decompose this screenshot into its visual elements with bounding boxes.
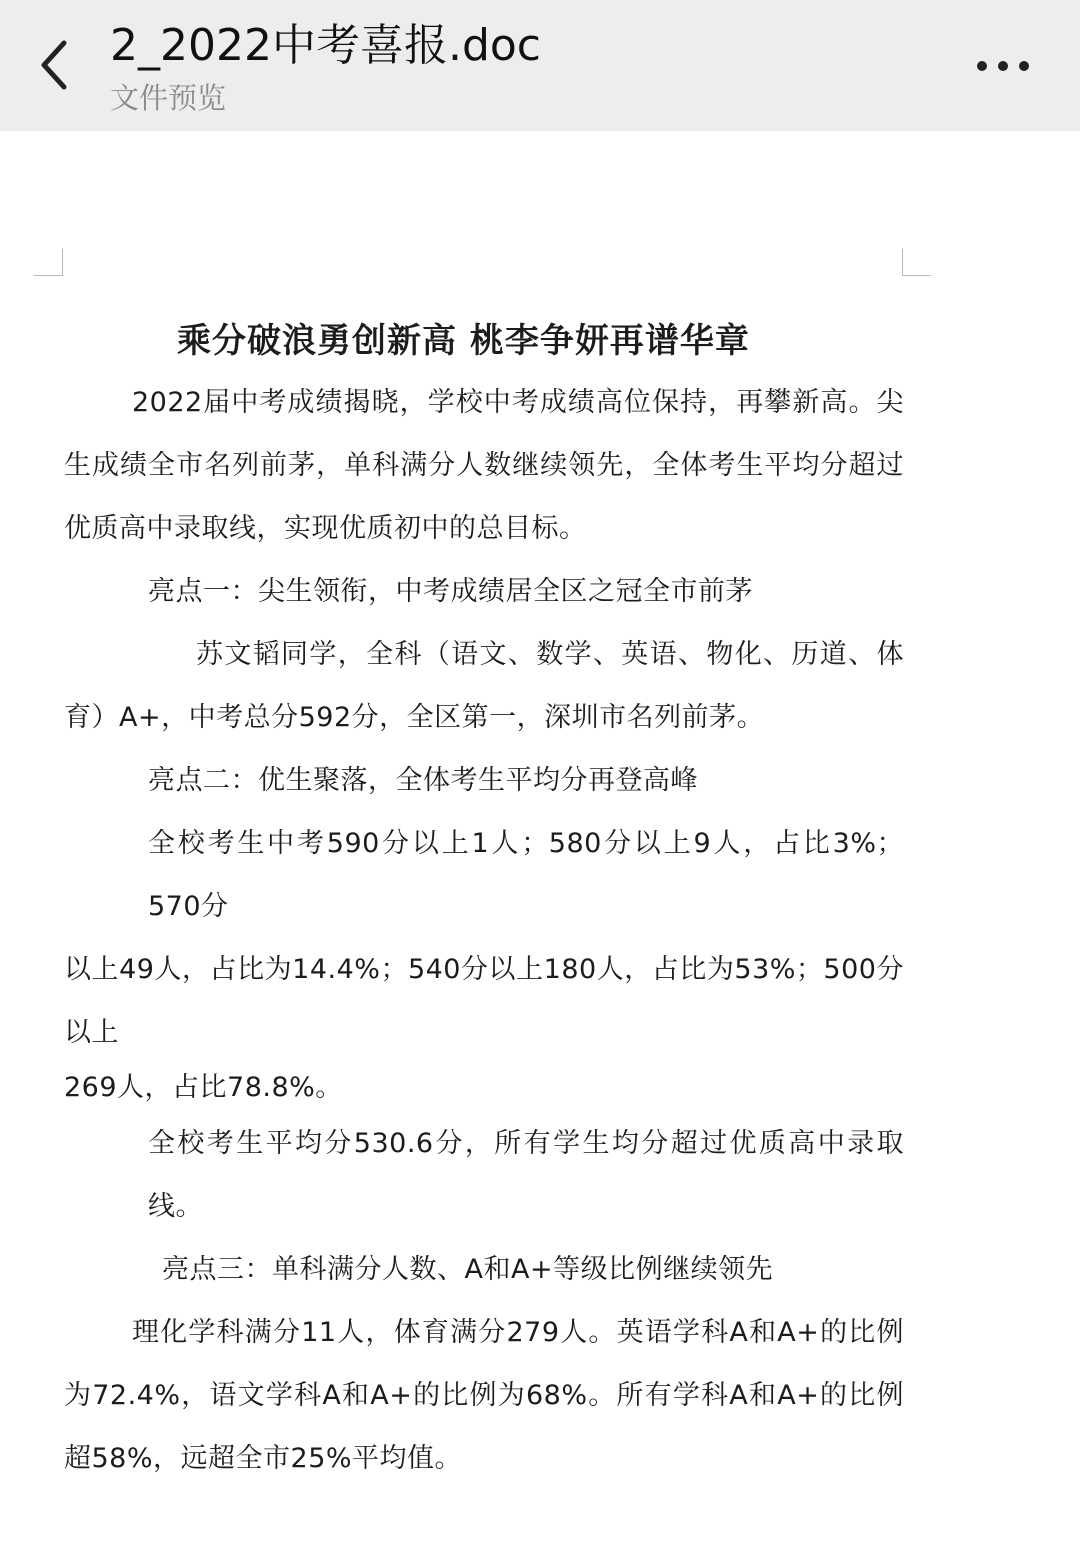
chevron-left-icon [34,35,74,95]
title-block [110,18,541,118]
file-title: 2_2022中考喜报.doc [110,20,541,71]
back-button[interactable] [22,30,86,100]
document-title: 乘分破浪勇创新高 桃李争妍再谱华章 [177,321,750,361]
more-horizontal-icon [973,56,1033,76]
highlight-2-body-line-2: 以上49人，占比为14.4%；540分以上180人，占比为53%；500分以上 [64,954,904,1048]
highlight-2-body-line-1: 全校考生中考590分以上1人；580分以上9人，占比3%；570分 [148,828,904,922]
highlight-2-body-line-3: 269人，占比78.8%。 [64,1072,343,1103]
margin-corner-top-right [902,249,931,276]
file-subtitle: 文件预览 [110,81,227,115]
highlight-3-body: 理化学科满分11人，体育满分279人。英语学科A和A+的比例为72.4%，语文学科A和A+的比例为68%。所有学科A和A+的比例超58%，远超全市25%平均值。 [64,1317,904,1474]
highlight-1-body: 苏文韬同学，全科（语文、数学、英语、物化、历道、体育）A+，中考总分592分，全区第一，深圳市名列前茅。 [64,639,904,733]
highlight-2-heading: 亮点二：优生聚落，全体考生平均分再登高峰 [148,765,698,796]
highlight-3-heading: 亮点三：单科满分人数、A和A+等级比例继续领先 [162,1254,774,1285]
margin-corner-top-left [34,249,63,276]
top-bar [0,0,1080,131]
document-body [64,311,904,1490]
more-options-button[interactable] [966,44,1040,88]
highlight-2-average: 全校考生平均分530.6分，所有学生均分超过优质高中录取线。 [148,1128,904,1222]
document-preview[interactable] [0,131,1080,1560]
intro-paragraph: 2022届中考成绩揭晓，学校中考成绩高位保持，再攀新高。尖生成绩全市名列前茅，单科满分人数继续领先，全体考生平均分超过优质高中录取线，实现优质初中的总目标。 [64,387,904,544]
highlight-1-heading: 亮点一：尖生领衔，中考成绩居全区之冠全市前茅 [148,576,753,607]
